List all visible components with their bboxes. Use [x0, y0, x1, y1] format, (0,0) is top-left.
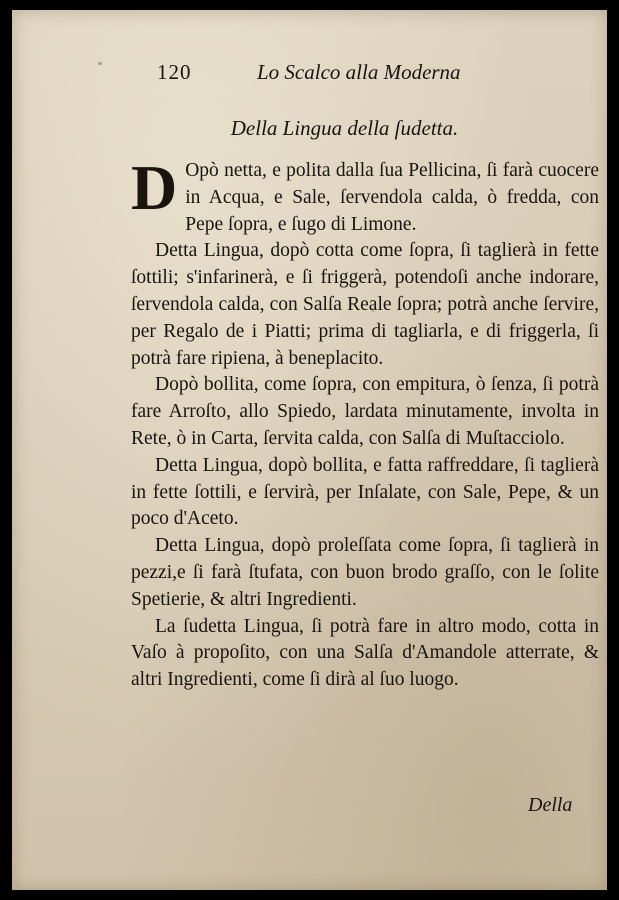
paragraph-3: Dopò bollita, come ſopra, con empitura, ò ſenza, ſi potrà fare Arroſto, allo Spiedo, lardata minutamente, involta in Rete, ò in Carta, ſervita calda, con Salſa di Muſtacciolo. [131, 374, 599, 449]
paragraph-5: Detta Lingua, dopò proleſſata come ſopra, ſi taglierà in pezzi,e ſi farà ſtufata, con buon brodo graſſo, con le ſolite Spetierie, & altri Ingredienti. [131, 535, 599, 610]
paragraph-1 [131, 152, 599, 238]
paper-speck [98, 62, 102, 65]
body-text [131, 152, 599, 694]
book-page [12, 10, 607, 890]
running-title: Lo Scalco alla Moderna [257, 60, 461, 84]
section-title: Della Lingua della ſudetta. [230, 116, 459, 140]
paragraph-2: Detta Lingua, dopò cotta come ſopra, ſi taglierà in fette ſottili; s'infarinerà, e ſi friggerà, potendoſi anche indorare, ſervendola calda, con Salſa Reale ſopra; potrà anche ſervire, per Regalo de i Piatti; prima di tagliarla, e di friggerla, ſi potrà fare ripiena, à beneplacito. [131, 240, 599, 369]
paper-speck [372, 310, 374, 312]
paper-speck [222, 650, 225, 652]
paragraph-1-text: Opò netta, e polita dalla ſua Pellicina, ſi farà cuocere in Acqua, e Sale, ſervendola calda, ò fredda, con Pepe ſopra, e ſugo di Limone. [185, 160, 599, 235]
paragraph-4: Detta Lingua, dopò bollita, e fatta raffreddare, ſi taglierà in fette ſottili, e ſervirà, per Inſalate, con Sale, Pepe, & un poco d'Aceto. [131, 454, 599, 530]
catchword: Della [528, 794, 573, 816]
page-number: 120 [157, 60, 192, 84]
drop-cap: D [131, 152, 178, 223]
paragraph-6: La ſudetta Lingua, ſi potrà fare in altro modo, cotta in Vaſo à propoſito, con una Salſa d'Amandole atterrate, & altri Ingredienti, come ſi dirà al ſuo luogo. [131, 615, 599, 691]
